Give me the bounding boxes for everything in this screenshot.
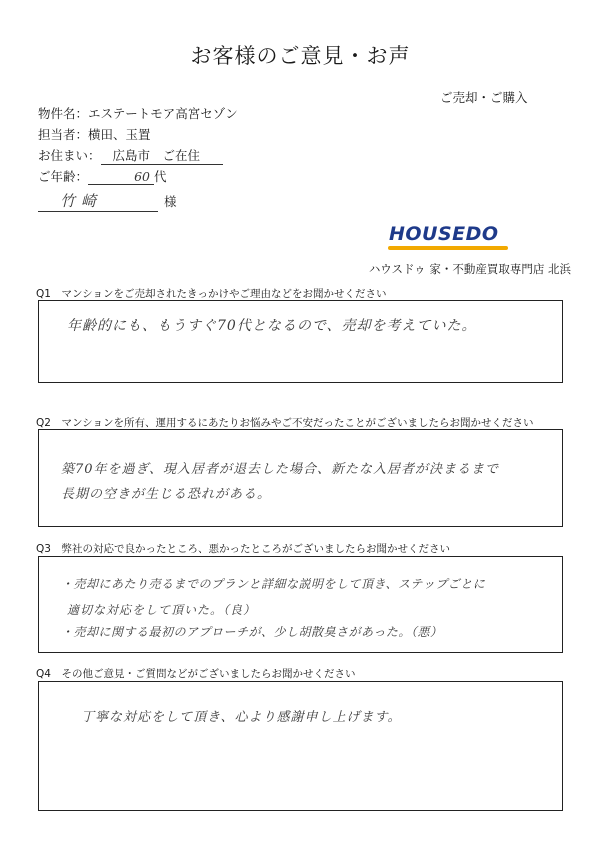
age-suffix: 代 xyxy=(154,169,167,184)
q3-answer-line: 適切な対応をして頂いた。（良） xyxy=(67,603,257,617)
q2-label: Q2 マンションを所有、運用するにあたりお悩みやご不安だったことがございましたらお聞かせください xyxy=(36,417,534,429)
q3-answer-box xyxy=(38,556,563,653)
staff-value: 横田、玉置 xyxy=(88,127,151,142)
housedo-logo: HOUSEDO xyxy=(389,223,499,245)
staff-label: 担当者： xyxy=(38,127,89,142)
q2-answer-line: 築70年を過ぎ、現入居者が退去した場合、新たな入居者が決まるまで xyxy=(61,462,500,477)
q4-answer-box xyxy=(38,681,563,811)
q3-answer-line: ・売却にあたり売るまでのプランと詳細な説明をして頂き、ステップごとに xyxy=(61,577,486,591)
residence-row xyxy=(38,146,223,164)
logo-swoosh xyxy=(388,246,508,250)
staff-row xyxy=(38,125,151,143)
property-value: エステートモア高宮セゾン xyxy=(88,106,238,121)
store-name: ハウスドゥ 家・不動産買取専門店 北浜 xyxy=(368,262,571,276)
customer-name: 竹崎 xyxy=(38,190,158,212)
property-row xyxy=(38,104,238,122)
form-subtitle: ご売却・ご購入 xyxy=(440,90,528,105)
age-row xyxy=(38,167,167,185)
residence-value: 広島市 ご在住 xyxy=(101,146,223,165)
q1-answer-box xyxy=(38,300,563,383)
name-row xyxy=(38,190,177,208)
residence-label: お住まい： xyxy=(38,148,101,163)
q2-answer-line: 長期の空きが生じる恐れがある。 xyxy=(61,487,272,502)
q1-label: Q1 マンションをご売却されたきっかけやご理由などをお聞かせください xyxy=(36,288,387,300)
q4-label: Q4 その他ご意見・ご質問などがございましたらお聞かせください xyxy=(36,668,356,680)
age-value: 60 xyxy=(88,169,154,185)
q2-answer-box xyxy=(38,429,563,527)
property-label: 物件名： xyxy=(38,106,89,121)
q1-answer-line: 年齢的にも、もうすぐ70代となるので、売却を考えていた。 xyxy=(67,318,477,334)
page-title: お客様のご意見・お声 xyxy=(190,44,411,68)
q3-label: Q3 弊社の対応で良かったところ、悪かったところがございましたらお聞かせください xyxy=(36,543,450,555)
q4-answer-line: 丁寧な対応をして頂き、心より感謝申し上げます。 xyxy=(81,710,402,725)
name-suffix: 様 xyxy=(164,194,177,209)
age-label: ご年齢： xyxy=(38,169,89,184)
q3-answer-line: ・売却に関する最初のアプローチが、少し胡散臭さがあった。（悪） xyxy=(61,625,443,639)
